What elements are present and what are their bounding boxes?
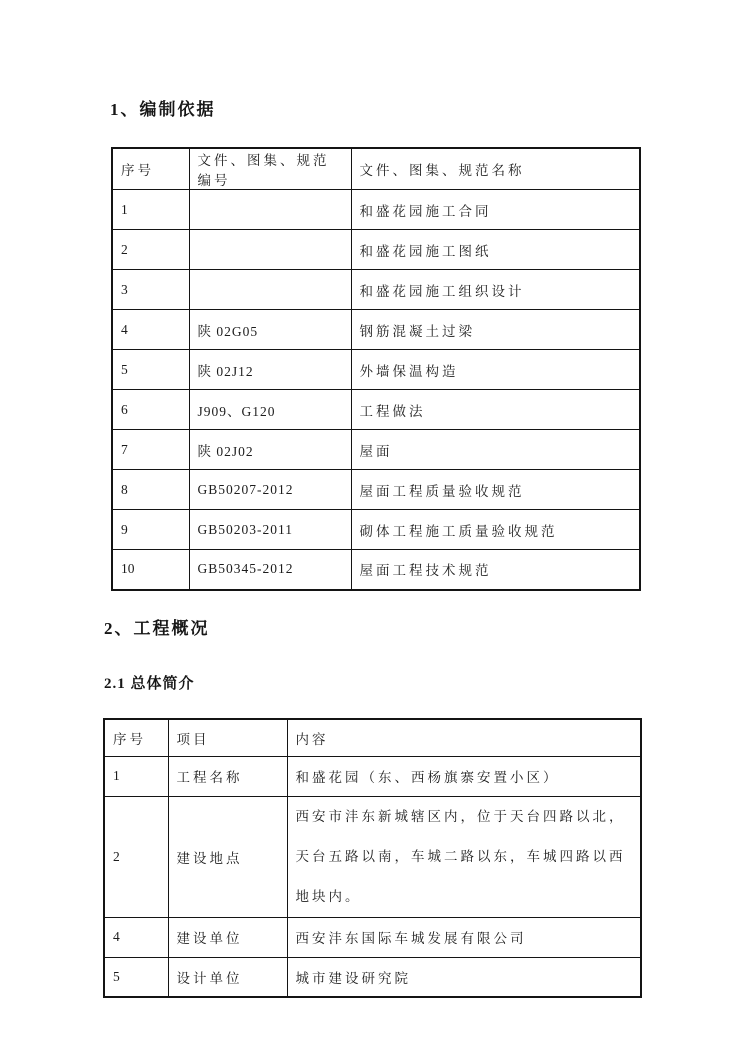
table-row xyxy=(112,230,640,270)
table-row xyxy=(112,510,640,550)
table-cell: J909、G120 xyxy=(189,390,351,430)
table-cell: 和盛花园施工组织设计 xyxy=(351,270,640,310)
table-cell xyxy=(189,270,351,310)
table-cell: 钢筋混凝土过梁 xyxy=(351,310,640,350)
table-row xyxy=(104,917,641,957)
table-cell: 2 xyxy=(112,230,189,270)
table-cell: 西安沣东国际车城发展有限公司 xyxy=(287,917,641,957)
table-cell: 1 xyxy=(112,190,189,230)
table-cell: 砌体工程施工质量验收规范 xyxy=(351,510,640,550)
table-cell: 5 xyxy=(104,957,168,997)
table-cell: 屋面 xyxy=(351,430,640,470)
table-cell: 屋面工程质量验收规范 xyxy=(351,470,640,510)
table-row xyxy=(112,470,640,510)
project-overview-table xyxy=(103,718,642,998)
section-2-1-subheading: 2.1 总体简介 xyxy=(104,676,195,692)
table-cell: 2 xyxy=(104,796,168,917)
table-cell: 陕 02J12 xyxy=(189,350,351,390)
table-cell: 和盛花园施工合同 xyxy=(351,190,640,230)
table-cell: 外墙保温构造 xyxy=(351,350,640,390)
header-cell: 序号 xyxy=(104,719,168,756)
table-row xyxy=(112,270,640,310)
table-cell xyxy=(189,190,351,230)
table-cell: 工程名称 xyxy=(168,756,287,796)
table-row xyxy=(104,756,641,796)
section-1-heading: 1、编制依据 xyxy=(110,100,216,119)
table-row xyxy=(112,390,640,430)
table-cell: 城市建设研究院 xyxy=(287,957,641,997)
table-header-row xyxy=(104,719,641,756)
table-cell: 陕 02G05 xyxy=(189,310,351,350)
header-cell: 项目 xyxy=(168,719,287,756)
table-cell: GB50207-2012 xyxy=(189,470,351,510)
table-cell: 4 xyxy=(112,310,189,350)
table-cell: 工程做法 xyxy=(351,390,640,430)
header-cell: 序号 xyxy=(112,148,189,190)
table-cell: 3 xyxy=(112,270,189,310)
table-cell: 屋面工程技术规范 xyxy=(351,550,640,590)
table-row xyxy=(104,957,641,997)
table-cell: 西安市沣东新城辖区内，位于天台四路以北，天台五路以南，车城二路以东，车城四路以西地块内。 xyxy=(287,796,641,917)
table-cell: 8 xyxy=(112,470,189,510)
table-row xyxy=(112,430,640,470)
table-cell: 7 xyxy=(112,430,189,470)
table-cell: 和盛花园施工图纸 xyxy=(351,230,640,270)
table-cell: 9 xyxy=(112,510,189,550)
table-row xyxy=(104,796,641,917)
table-row xyxy=(112,190,640,230)
table-cell: 6 xyxy=(112,390,189,430)
table-row xyxy=(112,550,640,590)
table-cell: 5 xyxy=(112,350,189,390)
table-cell: 1 xyxy=(104,756,168,796)
header-cell: 文件、图集、规范编号 xyxy=(189,148,351,190)
table-cell: 陕 02J02 xyxy=(189,430,351,470)
table-header-row xyxy=(112,148,640,190)
table-cell: GB50345-2012 xyxy=(189,550,351,590)
header-cell: 文件、图集、规范名称 xyxy=(351,148,640,190)
table-row xyxy=(112,350,640,390)
table-cell: GB50203-2011 xyxy=(189,510,351,550)
section-2-heading: 2、工程概况 xyxy=(104,619,210,638)
basis-reference-table xyxy=(111,147,641,591)
table-row xyxy=(112,310,640,350)
table-cell: 建设单位 xyxy=(168,917,287,957)
table-cell: 设计单位 xyxy=(168,957,287,997)
header-cell: 内容 xyxy=(287,719,641,756)
table-cell xyxy=(189,230,351,270)
table-cell: 和盛花园（东、西杨旗寨安置小区） xyxy=(287,756,641,796)
table-cell: 10 xyxy=(112,550,189,590)
table-cell: 建设地点 xyxy=(168,796,287,917)
table-cell: 4 xyxy=(104,917,168,957)
